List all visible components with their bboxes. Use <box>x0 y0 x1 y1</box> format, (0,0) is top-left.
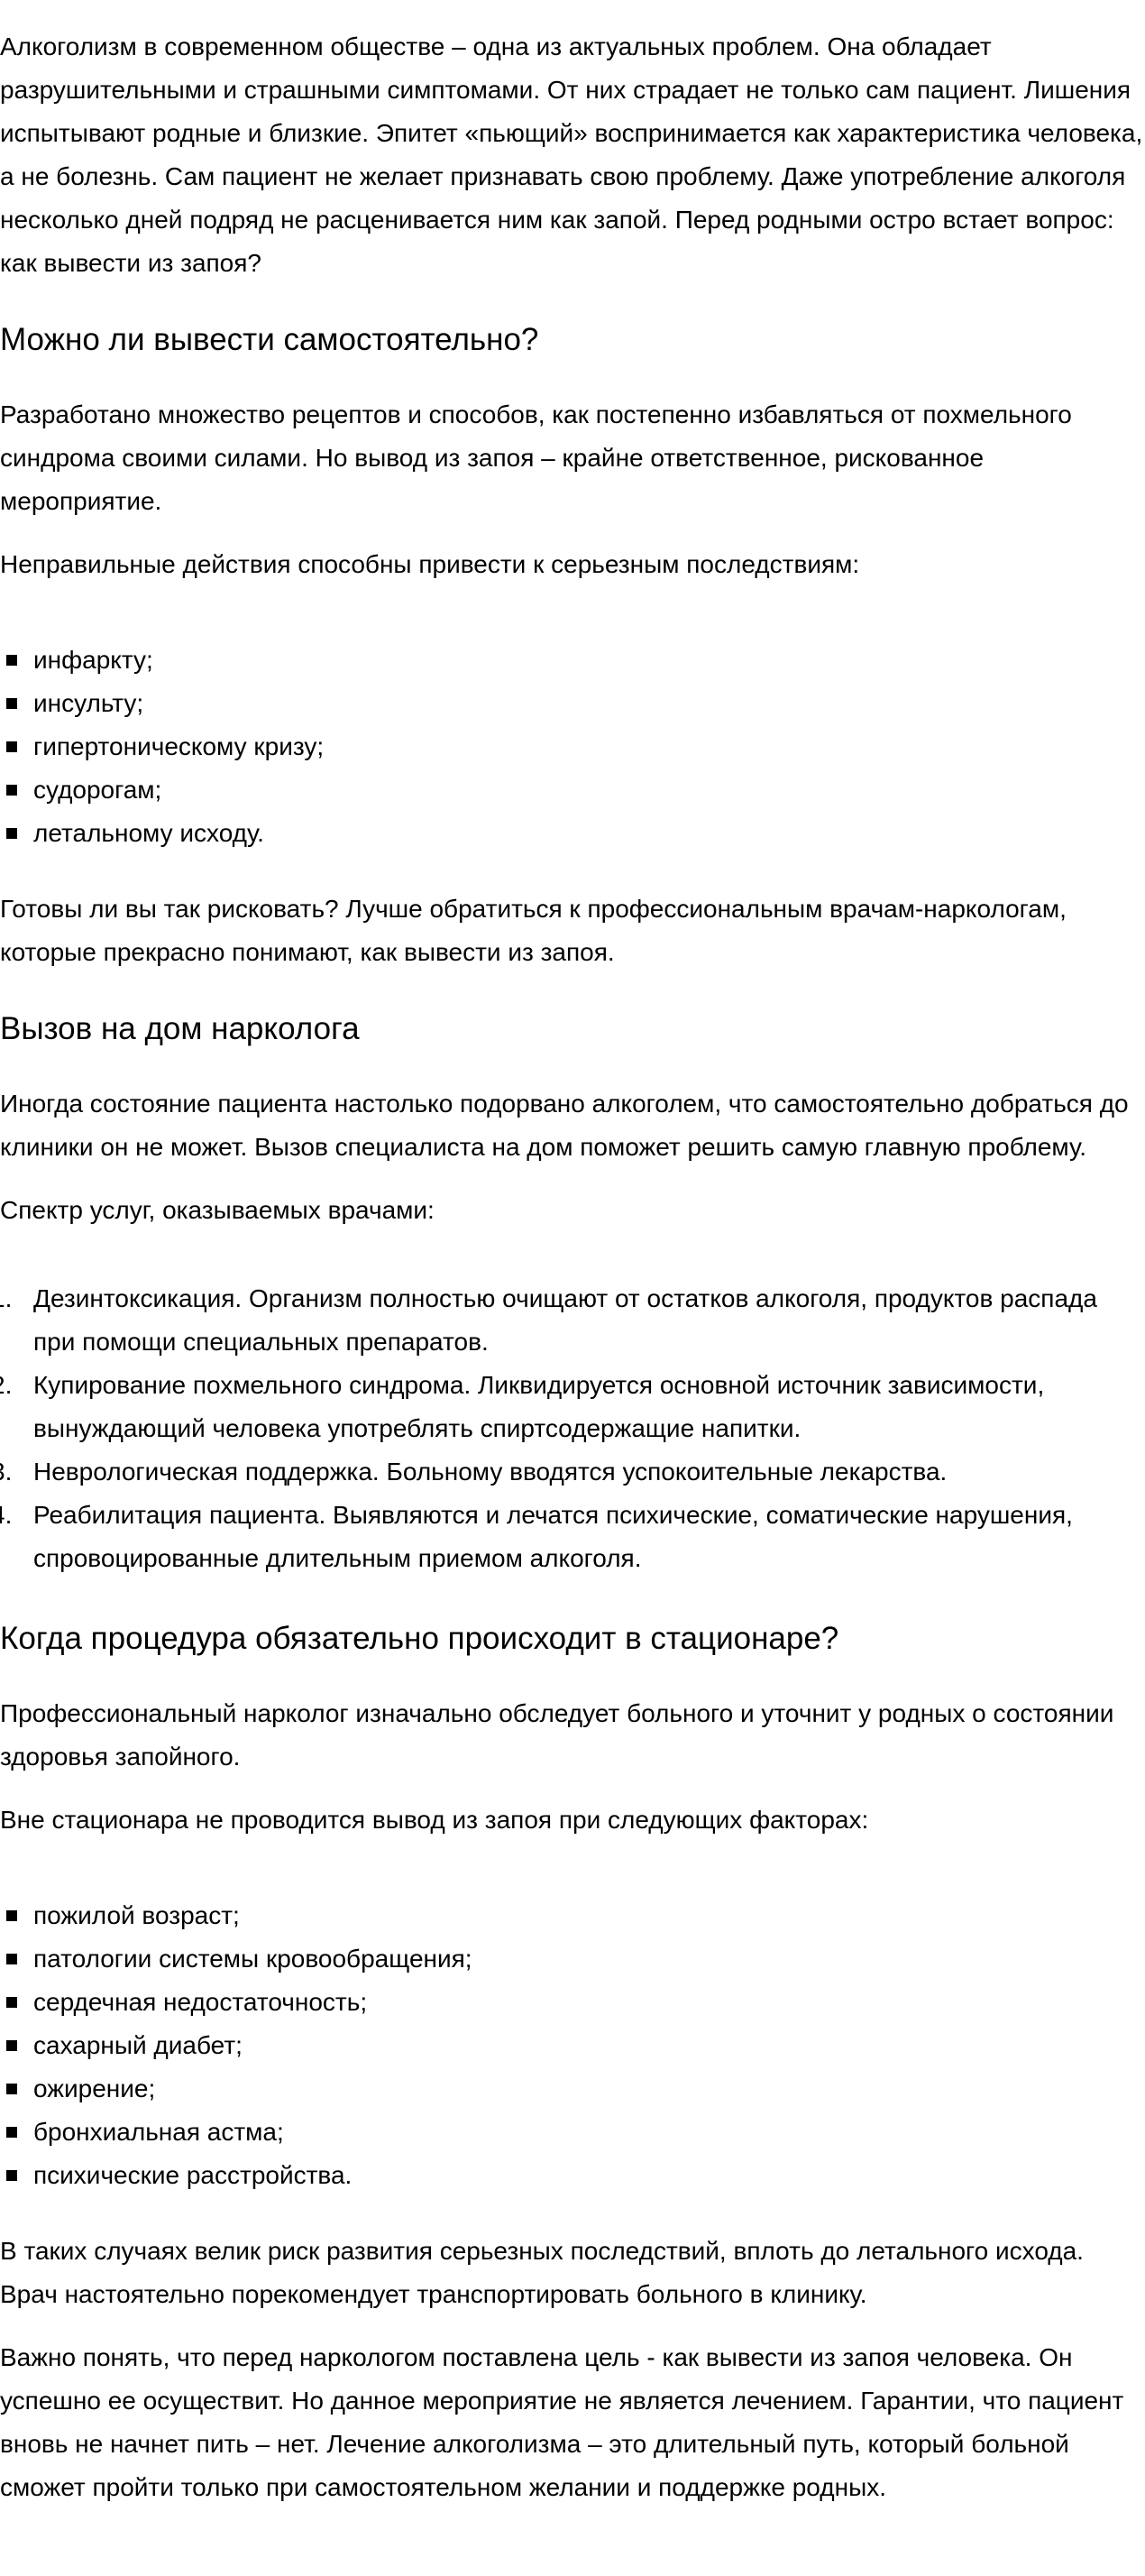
list-item: Дезинтоксикация. Организм полностью очищают от остатков алкоголя, продуктов распада при помощи специальных препаратов. <box>33 1284 1097 1356</box>
list-item: пожилой возраст; <box>0 1894 1145 1937</box>
list-item: инсульту; <box>0 682 1145 725</box>
paragraph: Спектр услуг, оказываемых врачами: <box>0 1196 435 1224</box>
paragraph: Разработано множество рецептов и способов, как постепенно избавляться от похмельного синдрома своими силами. Но вывод из запоя – крайне ответственное, рискованное мероприятие. <box>0 400 1072 515</box>
closing-paragraph: Важно понять, что перед наркологом поставлена цель - как вывести из запоя человека. Он успешно ее осуществит. Но данное мероприятие не является лечением. Гарантии, что пациент вновь не начнет пить – нет. Лечение алкоголизма – это длительный путь, который больной сможет пройти только при самостоятельном желании и поддержке родных. <box>0 2343 1124 2501</box>
list-item: судорогам; <box>0 768 1145 812</box>
section-heading-hospital: Когда процедура обязательно происходит в стационаре? <box>0 1621 839 1656</box>
list-item: Реабилитация пациента. Выявляются и лечатся психические, соматические нарушения, спровоцированные длительным приемом алкоголя. <box>33 1501 1073 1572</box>
paragraph: Вне стационара не проводится вывод из запоя при следующих факторах: <box>0 1806 869 1834</box>
list-item: психические расстройства. <box>0 2154 1145 2197</box>
list-item: Купирование похмельного синдрома. Ликвидируется основной источник зависимости, вынуждающий человека употреблять спиртсодержащие напитки. <box>33 1371 1045 1442</box>
paragraph: В таких случаях велик риск развития серьезных последствий, вплоть до летального исхода. Врач настоятельно порекомендует транспортировать больного в клинику. <box>0 2237 1084 2308</box>
services-numbered-list <box>0 1277 1145 1580</box>
list-item: летальному исходу. <box>0 812 1145 855</box>
list-item: Неврологическая поддержка. Больному вводятся успокоительные лекарства. <box>33 1458 948 1486</box>
risk-factors-bullet-list <box>0 1894 1145 2197</box>
list-item: ожирение; <box>0 2067 1145 2111</box>
paragraph: Иногда состояние пациента настолько подорвано алкоголем, что самостоятельно добраться до клиники он не может. Вызов специалиста на дом поможет решить самую главную проблему. <box>0 1090 1129 1161</box>
paragraph: Готовы ли вы так рисковать? Лучше обратиться к профессиональным врачам-наркологам, которые прекрасно понимают, как вывести из запоя. <box>0 895 1067 966</box>
list-item: инфаркту; <box>0 639 1145 682</box>
list-item: патологии системы кровообращения; <box>0 1937 1145 1981</box>
section-heading-home-visit: Вызов на дом нарколога <box>0 1011 360 1046</box>
consequences-bullet-list <box>0 639 1145 855</box>
list-item: гипертоническому кризу; <box>0 725 1145 768</box>
intro-paragraph: Алкоголизм в современном обществе – одна из актуальных проблем. Она обладает разрушительными и страшными симптомами. От них страдает не только сам пациент. Лишения испытывают родные и близкие. Эпитет «пьющий» воспринимается как характеристика человека, а не болезнь. Сам пациент не желает признавать свою проблему. Даже употребление алкоголя несколько дней подряд не расценивается ним как запой. Перед родными остро встает вопрос: как вывести из запоя? <box>0 32 1143 277</box>
list-item: бронхиальная астма; <box>0 2111 1145 2154</box>
list-item: сахарный диабет; <box>0 2024 1145 2067</box>
paragraph: Профессиональный нарколог изначально обследует больного и уточнит у родных о состоянии здоровья запойного. <box>0 1699 1114 1771</box>
section-heading-self-withdrawal: Можно ли вывести самостоятельно? <box>0 322 539 357</box>
paragraph: Неправильные действия способны привести к серьезным последствиям: <box>0 550 860 578</box>
list-item: сердечная недостаточность; <box>0 1981 1145 2024</box>
